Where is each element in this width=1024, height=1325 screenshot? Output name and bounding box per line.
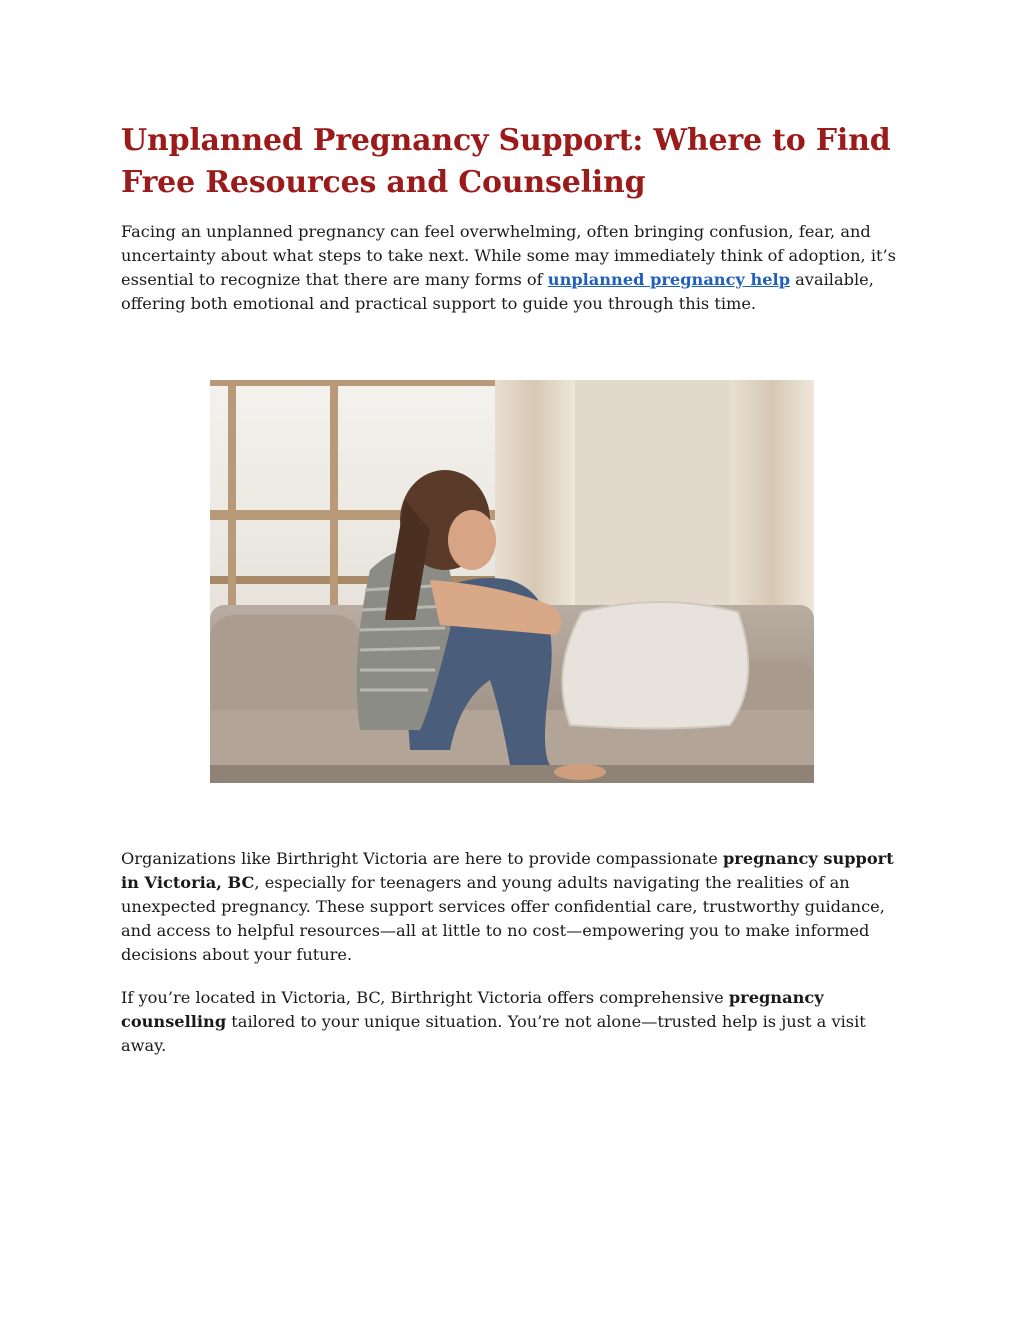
paragraph2-text-start: Organizations like Birthright Victoria are here to provide compassionate	[121, 849, 723, 868]
intro-text-before-link: Facing an unplanned pregnancy can feel overwhelming, often bringing confusion, fear, and uncertainty about what steps to take next. While some may immediately think of adoption, it’s essential to recognize that there are many forms of	[121, 222, 896, 289]
counselling-paragraph	[121, 986, 911, 1058]
birthright-paragraph	[121, 847, 911, 967]
article-title: Unplanned Pregnancy Support: Where to Find Free Resources and Counseling	[121, 123, 891, 200]
pregnancy-counselling-bold: pregnancy counselling	[121, 988, 824, 1031]
paragraph2-text-end: , especially for teenagers and young adults navigating the realities of an unexpected pregnancy. These support services offer confidential care, trustworthy guidance, and access to helpful resources—all at little to no cost—empowering you to make informed decisions about your future.	[121, 873, 885, 964]
paragraph3-text-end: tailored to your unique situation. You’re not alone—trusted help is just a visit away.	[121, 1012, 866, 1055]
article-header	[121, 120, 911, 316]
intro-paragraph	[121, 220, 911, 316]
paragraph3-text-start: If you’re located in Victoria, BC, Birthright Victoria offers comprehensive	[121, 988, 729, 1007]
article-image	[210, 380, 814, 783]
pregnancy-support-victoria-bold: pregnancy support in Victoria, BC	[121, 849, 894, 892]
woman-on-sofa-illustration	[210, 380, 814, 783]
unplanned-pregnancy-help-link[interactable]: unplanned pregnancy help	[547, 270, 791, 289]
intro-text-after-link: available, offering both emotional and practical support to guide you through this time.	[121, 270, 874, 313]
